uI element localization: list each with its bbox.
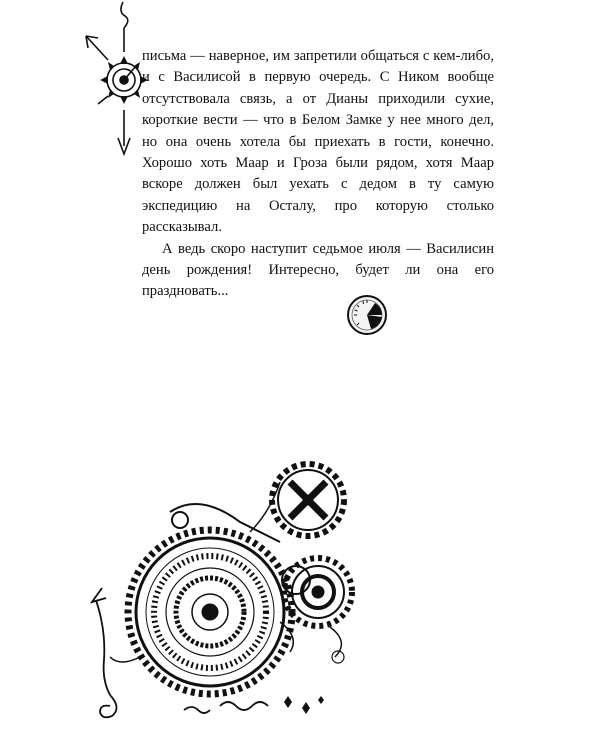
small-clock-icon <box>345 293 389 337</box>
paragraph-1: письма — наверное, им запретили общаться с кем-либо, и с Василисой в первую очередь. С Ником вообще отсутствовала связь, а от Дианы приходили сухие, короткие вести — что в Белом Замке у нее много дел, но она очень хотела бы приехать в гости, конечно. Хорошо хоть Маар и Гроза были рядом, хотя Маар вскоре должен был уехать с дедом в ту самую экспедицию на Осталу, про которую столько рассказывал. <box>142 48 494 236</box>
text-body <box>142 46 494 303</box>
paragraph-2: А ведь скоро наступит седьмое июля — Василисин день рождения! Интересно, будет ли она его праздновать... <box>142 240 494 300</box>
clockwork-gears-illustration <box>100 452 380 717</box>
curl-flourish-ornament <box>82 580 142 730</box>
bottom-wave-ornament <box>180 690 330 724</box>
compass-rose-ornament <box>78 0 148 160</box>
